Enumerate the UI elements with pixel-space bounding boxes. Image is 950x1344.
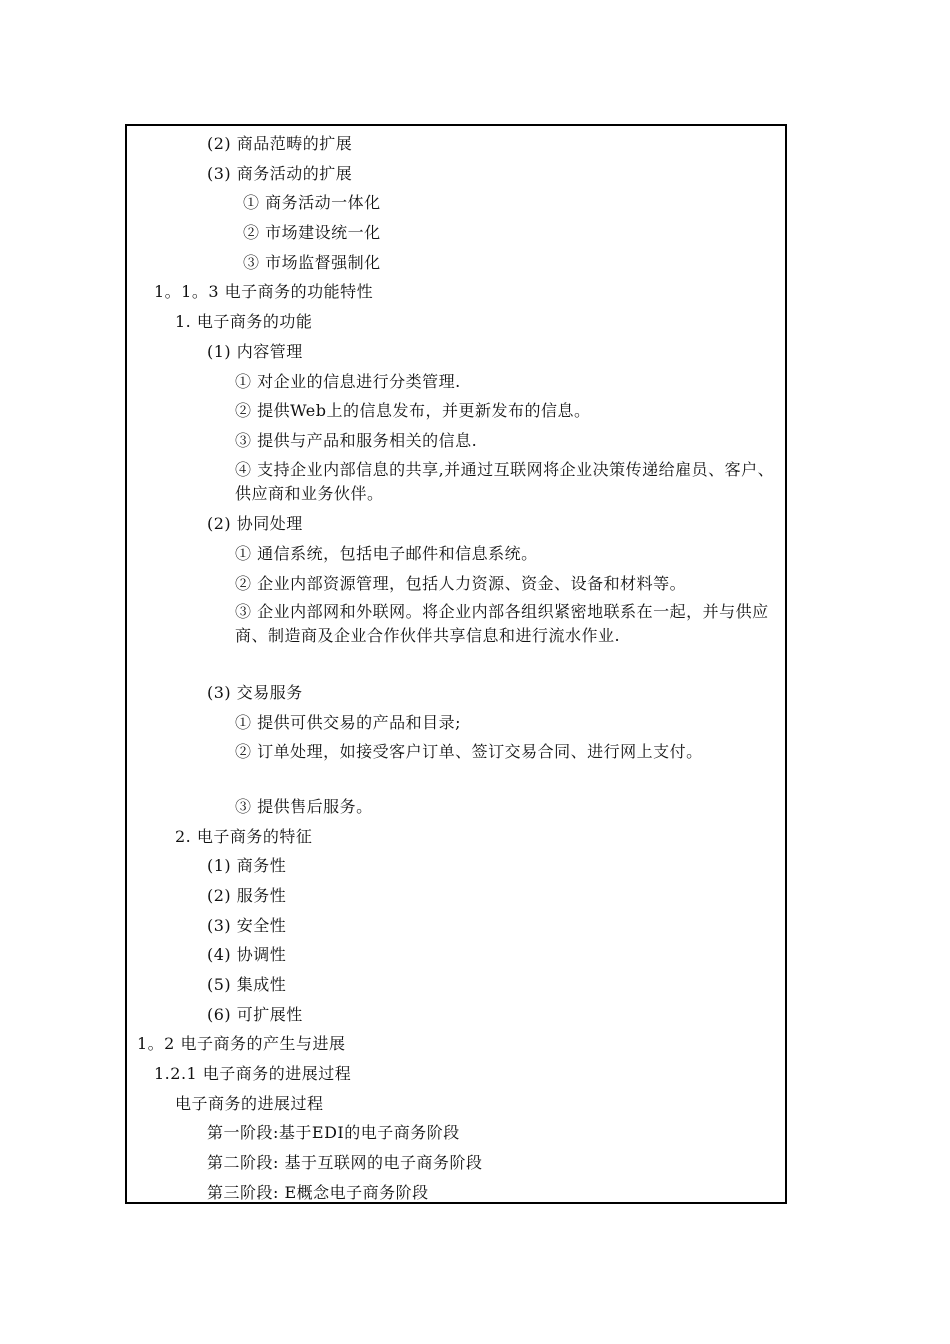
text-line: (1) 商务性 [207,856,287,875]
section-heading: 1。1。3 电子商务的功能特性 [154,282,374,301]
section-heading: 2. 电子商务的特征 [175,827,313,846]
text-line: (3) 交易服务 [207,683,303,702]
text-line: ③ 市场监督强制化 [243,253,381,272]
text-paragraph: ④ 支持企业内部信息的共享,并通过互联网将企业决策传递给雇员、客户、供应商和业务伙伴。 [235,460,775,503]
text-line: 第二阶段: 基于互联网的电子商务阶段 [207,1153,483,1172]
text-line: 第一阶段:基于EDI的电子商务阶段 [207,1123,460,1142]
text-line: (5) 集成性 [207,975,287,994]
section-heading: 1. 电子商务的功能 [175,312,313,331]
text-line: 电子商务的进展过程 [175,1094,324,1113]
section-heading: 1。2 电子商务的产生与进展 [137,1034,346,1053]
text-line: (4) 协调性 [207,945,287,964]
text-line: ① 提供可供交易的产品和目录; [235,713,461,732]
text-paragraph: ③ 企业内部网和外联网。将企业内部各组织紧密地联系在一起，并与供应商、制造商及企业合作伙伴共享信息和进行流水作业. [235,602,769,645]
text-line: 第三阶段: E概念电子商务阶段 [207,1183,429,1202]
text-line: ③ 提供售后服务。 [235,797,373,816]
text-line: (2) 服务性 [207,886,287,905]
text-paragraph: ② 订单处理，如接受客户订单、签订交易合同、进行网上支付。 [235,742,703,761]
section-heading: 1.2.1 电子商务的进展过程 [154,1064,352,1083]
text-line: (1) 内容管理 [207,342,303,361]
document-frame [125,124,787,1204]
text-line: ① 通信系统，包括电子邮件和信息系统。 [235,544,538,563]
text-line: (2) 商品范畴的扩展 [207,134,353,153]
text-line: ② 企业内部资源管理，包括人力资源、资金、设备和材料等。 [235,574,687,593]
text-line: ② 提供Web上的信息发布，并更新发布的信息。 [235,401,591,420]
text-line: (2) 协同处理 [207,514,303,533]
text-line: (3) 安全性 [207,916,287,935]
text-line: ② 市场建设统一化 [243,223,381,242]
text-line: (3) 商务活动的扩展 [207,164,353,183]
text-line: ① 对企业的信息进行分类管理. [235,372,461,391]
text-line: ① 商务活动一体化 [243,193,381,212]
text-line: ③ 提供与产品和服务相关的信息. [235,431,478,450]
text-line: (6) 可扩展性 [207,1005,303,1024]
